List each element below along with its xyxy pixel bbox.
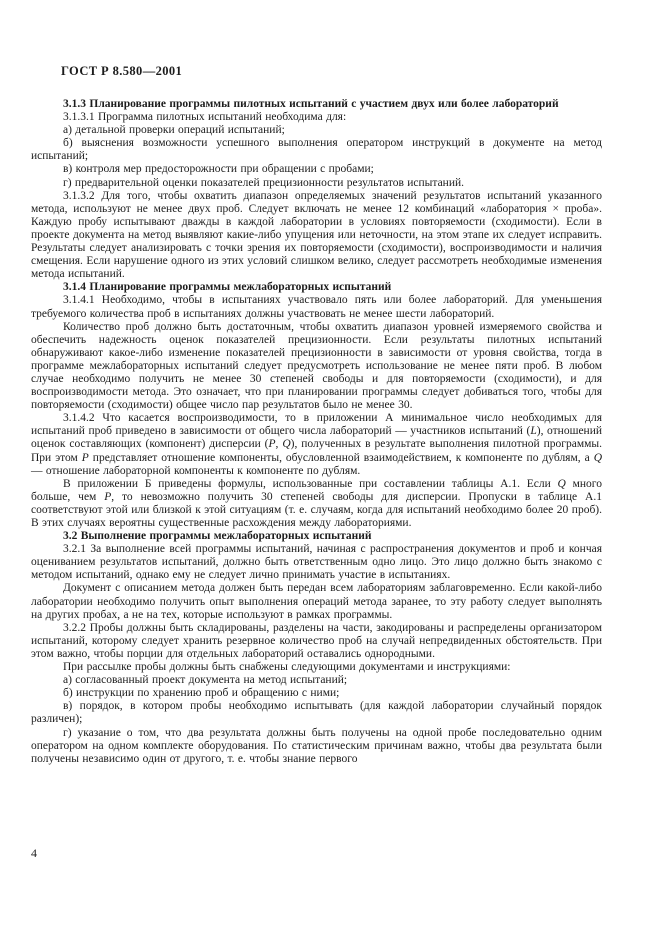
paragraph: г) предварительной оценки показателей прецизионности результатов испытаний. bbox=[63, 176, 465, 189]
section-heading: 3.1.3 Планирование программы пилотных испытаний с участием двух или более лабораторий bbox=[63, 98, 559, 110]
paragraph: В приложении Б приведены формулы, использованные при составлении таблицы А.1. Если Q много больше, чем P, то невозможно получить 30 степеней свободы для дисперсии. Пропуски в таблице А.1 соответствуют этой или близкой к этой ситуациям (т. е. случаям, когда для испытаний необходимо более 20 проб). В этих случаях вероятны существенные расхождения между лабораториями. bbox=[31, 477, 602, 529]
paragraph: 3.1.4.1 Необходимо, чтобы в испытаниях участвовало пять или более лабораторий. Для уменьшения требуемого количества проб в испытаниях должны участвовать не менее шести лабораторий. bbox=[31, 294, 602, 320]
paragraph: в) контроля мер предосторожности при обращении с пробами; bbox=[63, 163, 374, 176]
document-body bbox=[31, 98, 602, 766]
paragraph: г) указание о том, что два результата должны быть получены на одной пробе последовательно одним оператором на одном комплекте оборудования. По статистическим причинам важно, чтобы два результата были получены независимо один от другого, т. е. чтобы знание первого bbox=[31, 726, 602, 765]
running-header: ГОСТ Р 8.580—2001 bbox=[61, 64, 183, 78]
paragraph: 3.2.2 Пробы должны быть складированы, разделены на части, закодированы и распределены организатором испытаний, которому следует хранить резервное количество проб на случай непредвиденных обстоятельств. При этом важно, чтобы порции для отдельных лабораторий оставались однородными. bbox=[31, 621, 602, 660]
paragraph: 3.1.3.2 Для того, чтобы охватить диапазон определяемых значений результатов испытаний указанного метода, используют не менее двух проб. Следует включать не менее 12 комбинаций «лаборатория × проба». Каждую пробу испытывают дважды в каждой лаборатории в условиях повторяемости (сходимости). Если в проекте документа на метод выявляют какие-либо упущения или неточности, на этом этапе их следует исправить. Результаты следует анализировать с точки зрения их повторяемости (сходимости), воспроизводимости и наличия смещения. Если нарушение одного из этих условий слишком велико, следует рассмотреть необходимые изменения метода испытаний. bbox=[31, 189, 602, 281]
paragraph: 3.1.3.1 Программа пилотных испытаний необходима для: bbox=[63, 111, 347, 124]
section-heading: 3.2 Выполнение программы межлабораторных испытаний bbox=[63, 530, 372, 543]
paragraph: Количество проб должно быть достаточным, чтобы охватить диапазон уровней измеряемого свойства и обеспечить надежность оценок показателей прецизионности. Если результаты пилотных испытаний обнаруживают какое-либо изменение показателей прецизионности в зависимости от уровня свойства, тогда в программе межлабораторных испытаний следует предусмотреть использование не менее пяти проб. В любом случае необходимо получить не менее 30 степеней свободы и для повторяемости (сходимости), и для воспроизводимости метода. Это означает, что при планировании программы следует добиваться того, чтобы для повторяемости (сходимости) общее число пар результатов было не менее 30. bbox=[31, 320, 602, 412]
paragraph: 3.1.4.2 Что касается воспроизводимости, то в приложении А минимальное число необходимых для испытаний проб приведено в зависимости от общего числа лабораторий — участников испытаний (L), отношений оценок составляющих (компонент) дисперсии (P, Q), полученных в результате выполнения пилотной программы. При этом P представляет отношение компоненты, обусловленной взаимодействием, к компоненте по дублям, а Q — отношение лабораторной компоненты к компоненте по дублям. bbox=[31, 412, 603, 477]
paragraph: б) выяснения возможности успешного выполнения оператором инструкций в документе на метод испытаний; bbox=[31, 137, 602, 163]
paragraph: При рассылке пробы должны быть снабжены следующими документами и инструкциями: bbox=[63, 661, 511, 674]
page-number: 4 bbox=[31, 846, 37, 860]
paragraph: б) инструкции по хранению проб и обращению с ними; bbox=[63, 687, 340, 700]
section-heading: 3.1.4 Планирование программы межлабораторных испытаний bbox=[63, 281, 392, 294]
paragraph: а) детальной проверки операций испытаний; bbox=[63, 124, 285, 137]
paragraph: а) согласованный проект документа на метод испытаний; bbox=[63, 674, 348, 687]
paragraph: Документ с описанием метода должен быть передан всем лабораториям заблаговременно. Если какой-либо лаборатории необходимо получить опыт выполнения операций метода заранее, то эту работу следует выполнять на других пробах, а не на тех, которые используют в рамках программы. bbox=[31, 582, 602, 621]
paragraph: 3.2.1 За выполнение всей программы испытаний, начиная с распространения документов и проб и кончая оцениванием результатов испытаний, должно быть ответственным одно лицо. Это лицо должно быть знакомо с методом испытаний, однако ему не следует лично принимать участие в испытаниях. bbox=[31, 543, 602, 582]
paragraph: в) порядок, в котором пробы необходимо испытывать (для каждой лаборатории случайный порядок различен); bbox=[31, 700, 602, 726]
